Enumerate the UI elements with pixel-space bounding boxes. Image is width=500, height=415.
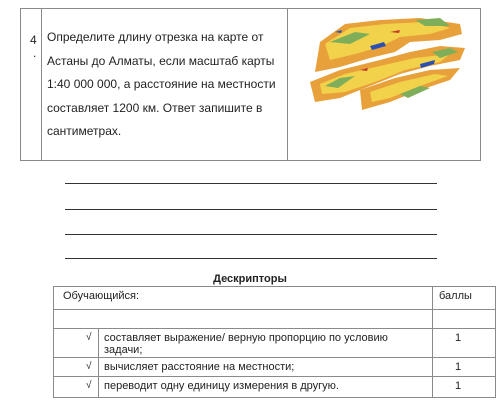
descriptor-text <box>104 332 388 356</box>
header-points: баллы <box>439 290 472 302</box>
question-line: составляет 1200 км. Ответ запишите в <box>47 100 263 115</box>
row-divider <box>54 328 495 329</box>
check-mark: √ <box>86 332 92 343</box>
descriptor-line: вычисляет расстояние на местности; <box>104 361 295 373</box>
answer-line[interactable] <box>65 183 437 184</box>
descriptors-title: Дескрипторы <box>213 273 287 285</box>
task-column-divider <box>41 9 42 160</box>
map-image <box>300 12 470 120</box>
answer-line[interactable] <box>65 258 437 259</box>
descriptor-text <box>104 380 339 392</box>
map-terrain <box>310 18 465 110</box>
descriptor-line: переводит одну единицу измерения в другую. <box>104 380 339 392</box>
row-divider <box>54 376 495 377</box>
descriptor-text <box>104 361 294 373</box>
task-column-divider <box>287 9 288 160</box>
task-question <box>47 26 282 144</box>
descriptor-points: 1 <box>454 380 462 392</box>
check-mark: √ <box>86 380 92 391</box>
answer-line[interactable] <box>65 234 437 235</box>
question-line: Определите длину отрезка на карте от <box>47 30 264 44</box>
question-line: 1:40 000 000, а расстояние на местности <box>47 77 276 91</box>
descriptor-points: 1 <box>454 332 462 344</box>
column-divider <box>432 287 433 397</box>
row-divider <box>54 309 495 310</box>
question-line: сантиметрах. <box>47 124 122 138</box>
descriptor-line: задачи; <box>104 344 143 356</box>
task-number-dot: . <box>33 46 37 60</box>
answer-line[interactable] <box>65 209 437 210</box>
descriptor-points: 1 <box>454 361 462 373</box>
column-divider <box>98 328 99 397</box>
task-number: 4 <box>30 33 37 47</box>
question-line: Астаны до Алматы, если масштаб карты <box>47 53 275 68</box>
header-student: Обучающийся: <box>63 290 140 302</box>
check-mark: √ <box>86 361 92 372</box>
descriptor-line: составляет выражение/ верную пропорцию по условию <box>104 332 388 344</box>
row-divider <box>54 357 495 358</box>
